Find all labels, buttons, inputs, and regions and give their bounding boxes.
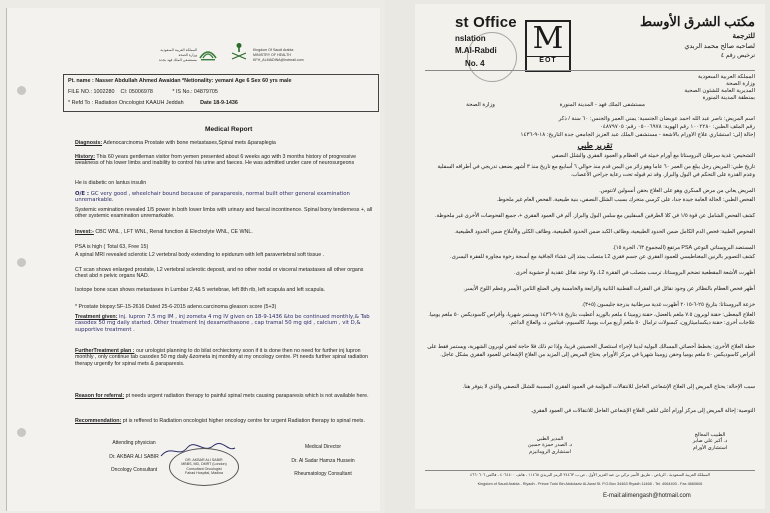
stamp-line: Consultant Oncologist bbox=[186, 466, 222, 471]
report-paragraph: خطة العلاج الأخرى: يخطط أخصائي المسالك البولية لدينا لإجراء استئصال الخصيتين قريبا، وإذا تم ذلك فلا حاجة لحقن لوبرون الشهرية، ويستمر فقط على أقراص كاسوديكس ٥٠ ملغم يوميا وحقن زوميتا شهريا في مركز الأورام. يحتاج المريض إلى المزيد من العلاج الإشعاعي للعمود الفقري بشكل عاجل. bbox=[427, 344, 755, 358]
recommendation-section bbox=[75, 418, 375, 424]
punch-hole bbox=[17, 428, 26, 437]
saudi-emblem-icon bbox=[229, 42, 249, 62]
recommendation-label: Recommendation: bbox=[75, 418, 122, 424]
translated-director-signature bbox=[505, 436, 595, 455]
report-paragraph: أظهر فحص العظام بالنظائر عن وجود نقائل في الفقرات القطنية الثانية والرابعة والخامسة وفي الضلع الثامن الأيسر وعظم اللوح الأيسر. bbox=[463, 286, 755, 292]
ministry-header-line: المديرية العامة للشئون الصحية bbox=[684, 88, 755, 94]
history-section bbox=[75, 154, 375, 167]
ministry-header-line: وزارة الصحة bbox=[726, 81, 755, 87]
report-paragraph: كشف الفحص الشامل عن قوة ١/٥ في كلا الطرفين السفليين مع سلس البول والبراز. ألم في العمود الفقري +، جميع الفحوصات الأخرى غير ملحوظة. bbox=[435, 213, 755, 219]
further-plan-text: our urologist planning to do bilat orchiectomy soon if it is done then no need for further inj lupron monthly , only continue tab casodex 50 mg daily &zometa inj monthly at my oncology centre. Pt needs further spinal radiation therapy urgently for spinal mets & paraparesis. bbox=[75, 348, 368, 367]
header-en-line: MINISTRY OF HEALTH bbox=[253, 53, 291, 57]
director-signature-block bbox=[273, 444, 373, 477]
report-paragraph: التوصية: إحالة المريض إلى مركز أورام أعلى لتلقي العلاج الإشعاعي العاجل للانتقالات في العمود الفقري. bbox=[530, 408, 755, 414]
oe-text: GC very good , wheelchair bound because of paraparesis, normal built other general examination unremarkable. bbox=[75, 191, 350, 204]
patient-line: إحالة إلى: استشاري علاج الأورام بالأشعة - مستشفى الملك عبد العزيز الجامعي جدة التاريخ: ١٨-٩-١٤٣٦ bbox=[520, 132, 755, 138]
systemic-exam: Systemic exmination revealed 1/5 power in both lower limbs with urinary and faecal incontinence. Spinal bony tenderness +, all other systemic examination unremarkable. bbox=[75, 207, 373, 220]
sig-name: Dr. AKBAR ALI SABIR bbox=[109, 454, 159, 461]
reason-text: pt needs urgent radiation therapy to painful spinal mets causing paraparesis which is not available here. bbox=[125, 393, 369, 399]
office-name-ar: مكتب الشرق الأوسط bbox=[639, 14, 755, 29]
office-license-ar: ترخيص رقم ٤ bbox=[720, 53, 755, 59]
stamp-line: Fahad Hospital, Madina bbox=[185, 471, 223, 476]
translated-attending-signature bbox=[665, 432, 755, 451]
sig-name: د. الصدر حمزة حسين bbox=[527, 442, 573, 449]
report-paragraph: المستضد البروستاتي النوعي PSA مرتفع (المجموع ٦٣، الحرة ١٥). bbox=[612, 245, 755, 251]
invest-label: Invest:- bbox=[75, 229, 94, 235]
english-report-sheet bbox=[6, 8, 380, 511]
header-english bbox=[253, 48, 333, 63]
sig-role: Attending physician bbox=[112, 440, 156, 446]
report-title-ar: تقرير طبي bbox=[577, 141, 613, 150]
header-ar-line: مستشفى الملك فهد بجدة bbox=[159, 58, 197, 62]
is-number: * IS No.: 04879705 bbox=[172, 89, 218, 95]
footer-email: E-mail:alimengash@hotmail.com bbox=[603, 493, 691, 499]
further-plan-label: FurtherTreatment plan : bbox=[75, 348, 135, 354]
eot-logo bbox=[525, 20, 571, 72]
treatment-text: inj. lupron 7.5 mg IM , inj zometa 4 mg IV given on 18-9-1436 &to be continued monthly,& Tab casodex 50 mg daily started. Other treatment Inj dexamethasone , cap tramal 50 mg qid , calcium , vit D,& supportive treatment . bbox=[75, 314, 370, 333]
patient-name: Pt. name : Nasser Abdullah Ahmed Awaidan bbox=[68, 78, 181, 84]
punch-hole bbox=[17, 86, 26, 95]
stamp-line: DR. AKBAR ALI SABIR bbox=[185, 458, 223, 462]
punch-hole bbox=[17, 258, 26, 267]
psa-text: PSA is high ( Total 63, Free 15) bbox=[75, 244, 149, 250]
mri-text: A spinal MRI revealed sclerotic L2 vertebral body extending to epidurum with left paravertebral soft tissue . bbox=[75, 252, 325, 258]
office-license-en: No. 4 bbox=[465, 59, 485, 68]
report-paragraph: سبب الإحالة: يحتاج المريض إلى العلاج الإشعاعي العاجل للانتقالات المؤلمة في العمود الفقري المسببة للشلل النصفي والذي لا يتوفر هنا. bbox=[462, 384, 755, 390]
invest-section bbox=[75, 229, 375, 235]
patient-line: اسم المريض: ناصر عبد الله احمد عويضان الجنسية: يمني العمر والجنس: ٦٠ سنة / ذكر bbox=[558, 116, 755, 122]
office-owner-ar: لصاحبه صالح محمد الربدي bbox=[684, 43, 755, 50]
reason-section bbox=[75, 393, 375, 399]
recommendation-text: pt is reffered to Radiation oncologist higher oncology centre for urgent Radiation therapy to spinal mets. bbox=[122, 418, 365, 424]
office-owner-en: M.Al-Rabdi bbox=[455, 46, 497, 55]
reason-label: Reason for referral: bbox=[75, 393, 125, 399]
diagnosis-text: Adenocarcinoma Prostate with bone metastases,Spinal mets &paraplegia bbox=[103, 140, 276, 146]
logo-letter: M bbox=[532, 21, 564, 56]
oe-section bbox=[75, 191, 375, 204]
patient-line: رقم الملف الطبي: ١٠٠٢٢٨٠ رقم الهوية: ٠٥٠٠٦٩٧٨ رقم: ٠٤٨٧٩٧٠٥ bbox=[599, 124, 755, 130]
report-paragraph: خزعة البروستاتا: بتاريخ ٢٥-٦-٢٠١٥ أظهرت غدية سرطانية بدرجة جليسون (٥+٣). bbox=[581, 302, 755, 308]
stamp-line: MBBS, MD, DMRT (London) bbox=[181, 462, 227, 467]
sig-title: استشاري الروماتيزم bbox=[529, 448, 571, 455]
diabetic-note: He is diabetic on lantus insulin bbox=[75, 180, 147, 186]
office-name-en: st Office bbox=[455, 14, 517, 31]
treatment-label: Treatment given: bbox=[75, 314, 118, 320]
ministry-header-line: بمنطقة المدينة المنورة bbox=[702, 95, 755, 101]
diagnosis-label: Diagnosis: bbox=[75, 140, 103, 146]
invest-text: CBC WNL , LFT WNL, Renal function & Electrolyte WNL, CE WNL. bbox=[95, 229, 253, 235]
header-ar-line: وزارة الصحة bbox=[178, 53, 197, 57]
sig-title: Oncology Consultant bbox=[110, 466, 158, 473]
report-paragraph: المريض يعاني من مرض السكري وهو على العلاج بحقن أنسولين لانتوس. bbox=[599, 188, 755, 194]
footer-address-ar: المملكة العربية السعودية - الرياض - طريق الأمير تركي بن عبد العزيز الأول - ص.ب ٣٤٤٦٣ الرمز البريدي ١١٤٦٨ - هاتف ٤٠٦٤٤٠٠ - فاكس ٤٦٦٠٦٠٦ bbox=[470, 472, 710, 477]
file-number: FILE NO.: 1002280 bbox=[68, 89, 115, 95]
patient-nationality: *Netionality: yemani Age 6 Sex 60 yrs male bbox=[182, 78, 292, 84]
sig-role: الطبيب المعالج bbox=[694, 432, 726, 438]
sig-role: Medical Director bbox=[304, 444, 342, 450]
sig-name: Dr. Al Sadar Hamza Hussein bbox=[291, 458, 355, 465]
report-paragraph: الفحوص الطبية: فحص الدم الكامل ضمن الحدود الطبيعية، وظائف الكبد ضمن الحدود الطبيعية، وظائف الكلى والأملاح ضمن الحدود الطبيعية. bbox=[454, 229, 755, 235]
sig-role: المدير الطبي bbox=[536, 436, 564, 442]
header-arabic bbox=[117, 48, 197, 63]
header-ar-line: المملكة العربية السعودية bbox=[160, 48, 197, 52]
sig-name: د. أكبر علي صابر bbox=[692, 438, 728, 445]
arabic-translation-sheet bbox=[415, 4, 765, 509]
oe-label: O/E : bbox=[75, 191, 90, 197]
patient-info-box bbox=[63, 74, 379, 112]
report-paragraph: التشخيص: غدية سرطان البروستاتا مع أورام خبيثة في العظام و العمود الفقري والشلل النصفي bbox=[551, 153, 755, 159]
doctor-stamp bbox=[169, 448, 239, 486]
report-paragraph: العلاج المعطى: حقنة لوبرون ٧.٥ ملغم بالعضل، حقنة زوميتا ٤ ملغم بالوريد أعطيت بتاريخ ١٨-٩-١٤٣٦ ويستمر شهريا، وأقراص كاسوديكس ٥٠ ملغم يوميا. علاجات أخرى: حقنة ديكساميثازون، كبسولات ترامال ٥٠ ملغم أربع مرات يوميا، كالسيوم، فيتامين د، والعلاج الداعم. bbox=[428, 312, 755, 326]
divider bbox=[425, 70, 755, 71]
history-label: History: bbox=[75, 154, 96, 160]
further-plan-section bbox=[75, 348, 375, 367]
hospital-name: مستشفى الملك فهد - المدينة المنورة bbox=[559, 102, 645, 108]
sig-title: استشاري الأورام bbox=[692, 444, 728, 451]
moh-label: وزارة الصحة bbox=[466, 102, 495, 108]
history-text: This 60 years gentleman visitor from yemen presented about 6 weeks ago with 3 months history of progressive weakness of his lower limbs and inability to control his urine and faeces. He was admitted under care of neurosurgeons bbox=[75, 154, 357, 167]
isotope-text: Isotope bone scan shows metastases in Lumbar 2,4& 5 vertebrae, left 8th rib, left scapula and left scapula. bbox=[75, 287, 325, 293]
header-en-line: KFH_ALMADINA@hotmail.com bbox=[253, 58, 304, 62]
report-paragraph: تاريخ طبي: المريض رجل يبلغ من العمر ٦٠ عاما وهو زائر من اليمن قدم منذ حوالي ٦ أسابيع مع تاريخ منذ ٣ أشهر بضعف تدريجي في أطرافه السفلية وعدم القدرة على التحكم في البول والبراز. وقد تم قبوله تحت رعاية جراحي الأعصاب. bbox=[437, 164, 755, 178]
header-en-line: Kingdom Of Saudi Arabia bbox=[253, 48, 294, 52]
ct-text: CT scan shows enlarged prostate, L2 vertebral sclerotic deposit, and no other nodal or visceral metastases all other organs chest abd n pelvic organs NAD. bbox=[75, 267, 364, 280]
diagnosis-section bbox=[75, 140, 375, 146]
sig-title: Rheumatology Consultant bbox=[294, 470, 352, 477]
biopsy-text: * Prostate biopsy:SF-15-2616 Dated 25-6-2015 adeno.carcinoma gleason score (5+3) bbox=[75, 304, 277, 310]
ministry-header-line: المملكة العربية السعودية bbox=[698, 74, 755, 80]
report-paragraph: كشف التصوير بالرنين المغناطيسي للعمود الفقري عن جسم فقري L2 متصلب يمتد إلى غشاء الجافية مع أنسجة رخوة مجاورة للفقرة اليسرى. bbox=[450, 254, 755, 260]
office-subtitle-en: nslation bbox=[455, 34, 486, 43]
moh-logo-icon bbox=[197, 44, 219, 62]
logo-text: EOT bbox=[527, 56, 569, 64]
footer-address-en: Kingdom of Saudi Arabia - Riyadh - Prince Turki Bin Abdulaziz Al-Awal St. P.O.Box 34463 Riyadh 11468 - Tel. 4064400 - Fax 4660606 bbox=[477, 482, 703, 486]
report-paragraph: أظهرت الأشعة المقطعية تضخم البروستاتا، ترسب متصلب في الفقرة L2، ولا توجد نقائل عقدية أو حشوية أخرى. bbox=[514, 270, 755, 276]
report-paragraph: الفحص الطبي: الحالة العامة جيدة جدا، على كرسي متحرك بسبب الشلل النصفي، بنية طبيعية، الفحص العام غير ملحوظ. bbox=[496, 197, 755, 203]
referred-to: * Refd To : Radiation Oncologist KAAUH Jeddah bbox=[68, 100, 184, 106]
ci-number: CI: 05006978 bbox=[120, 89, 153, 95]
arabic-translation-page bbox=[385, 0, 770, 513]
office-subtitle-ar: للترجمة bbox=[732, 33, 755, 40]
footer-divider bbox=[425, 470, 755, 471]
report-title: Medical Report bbox=[205, 126, 253, 133]
report-date: Date 18-9-1436 bbox=[200, 100, 238, 106]
treatment-section bbox=[75, 314, 375, 333]
